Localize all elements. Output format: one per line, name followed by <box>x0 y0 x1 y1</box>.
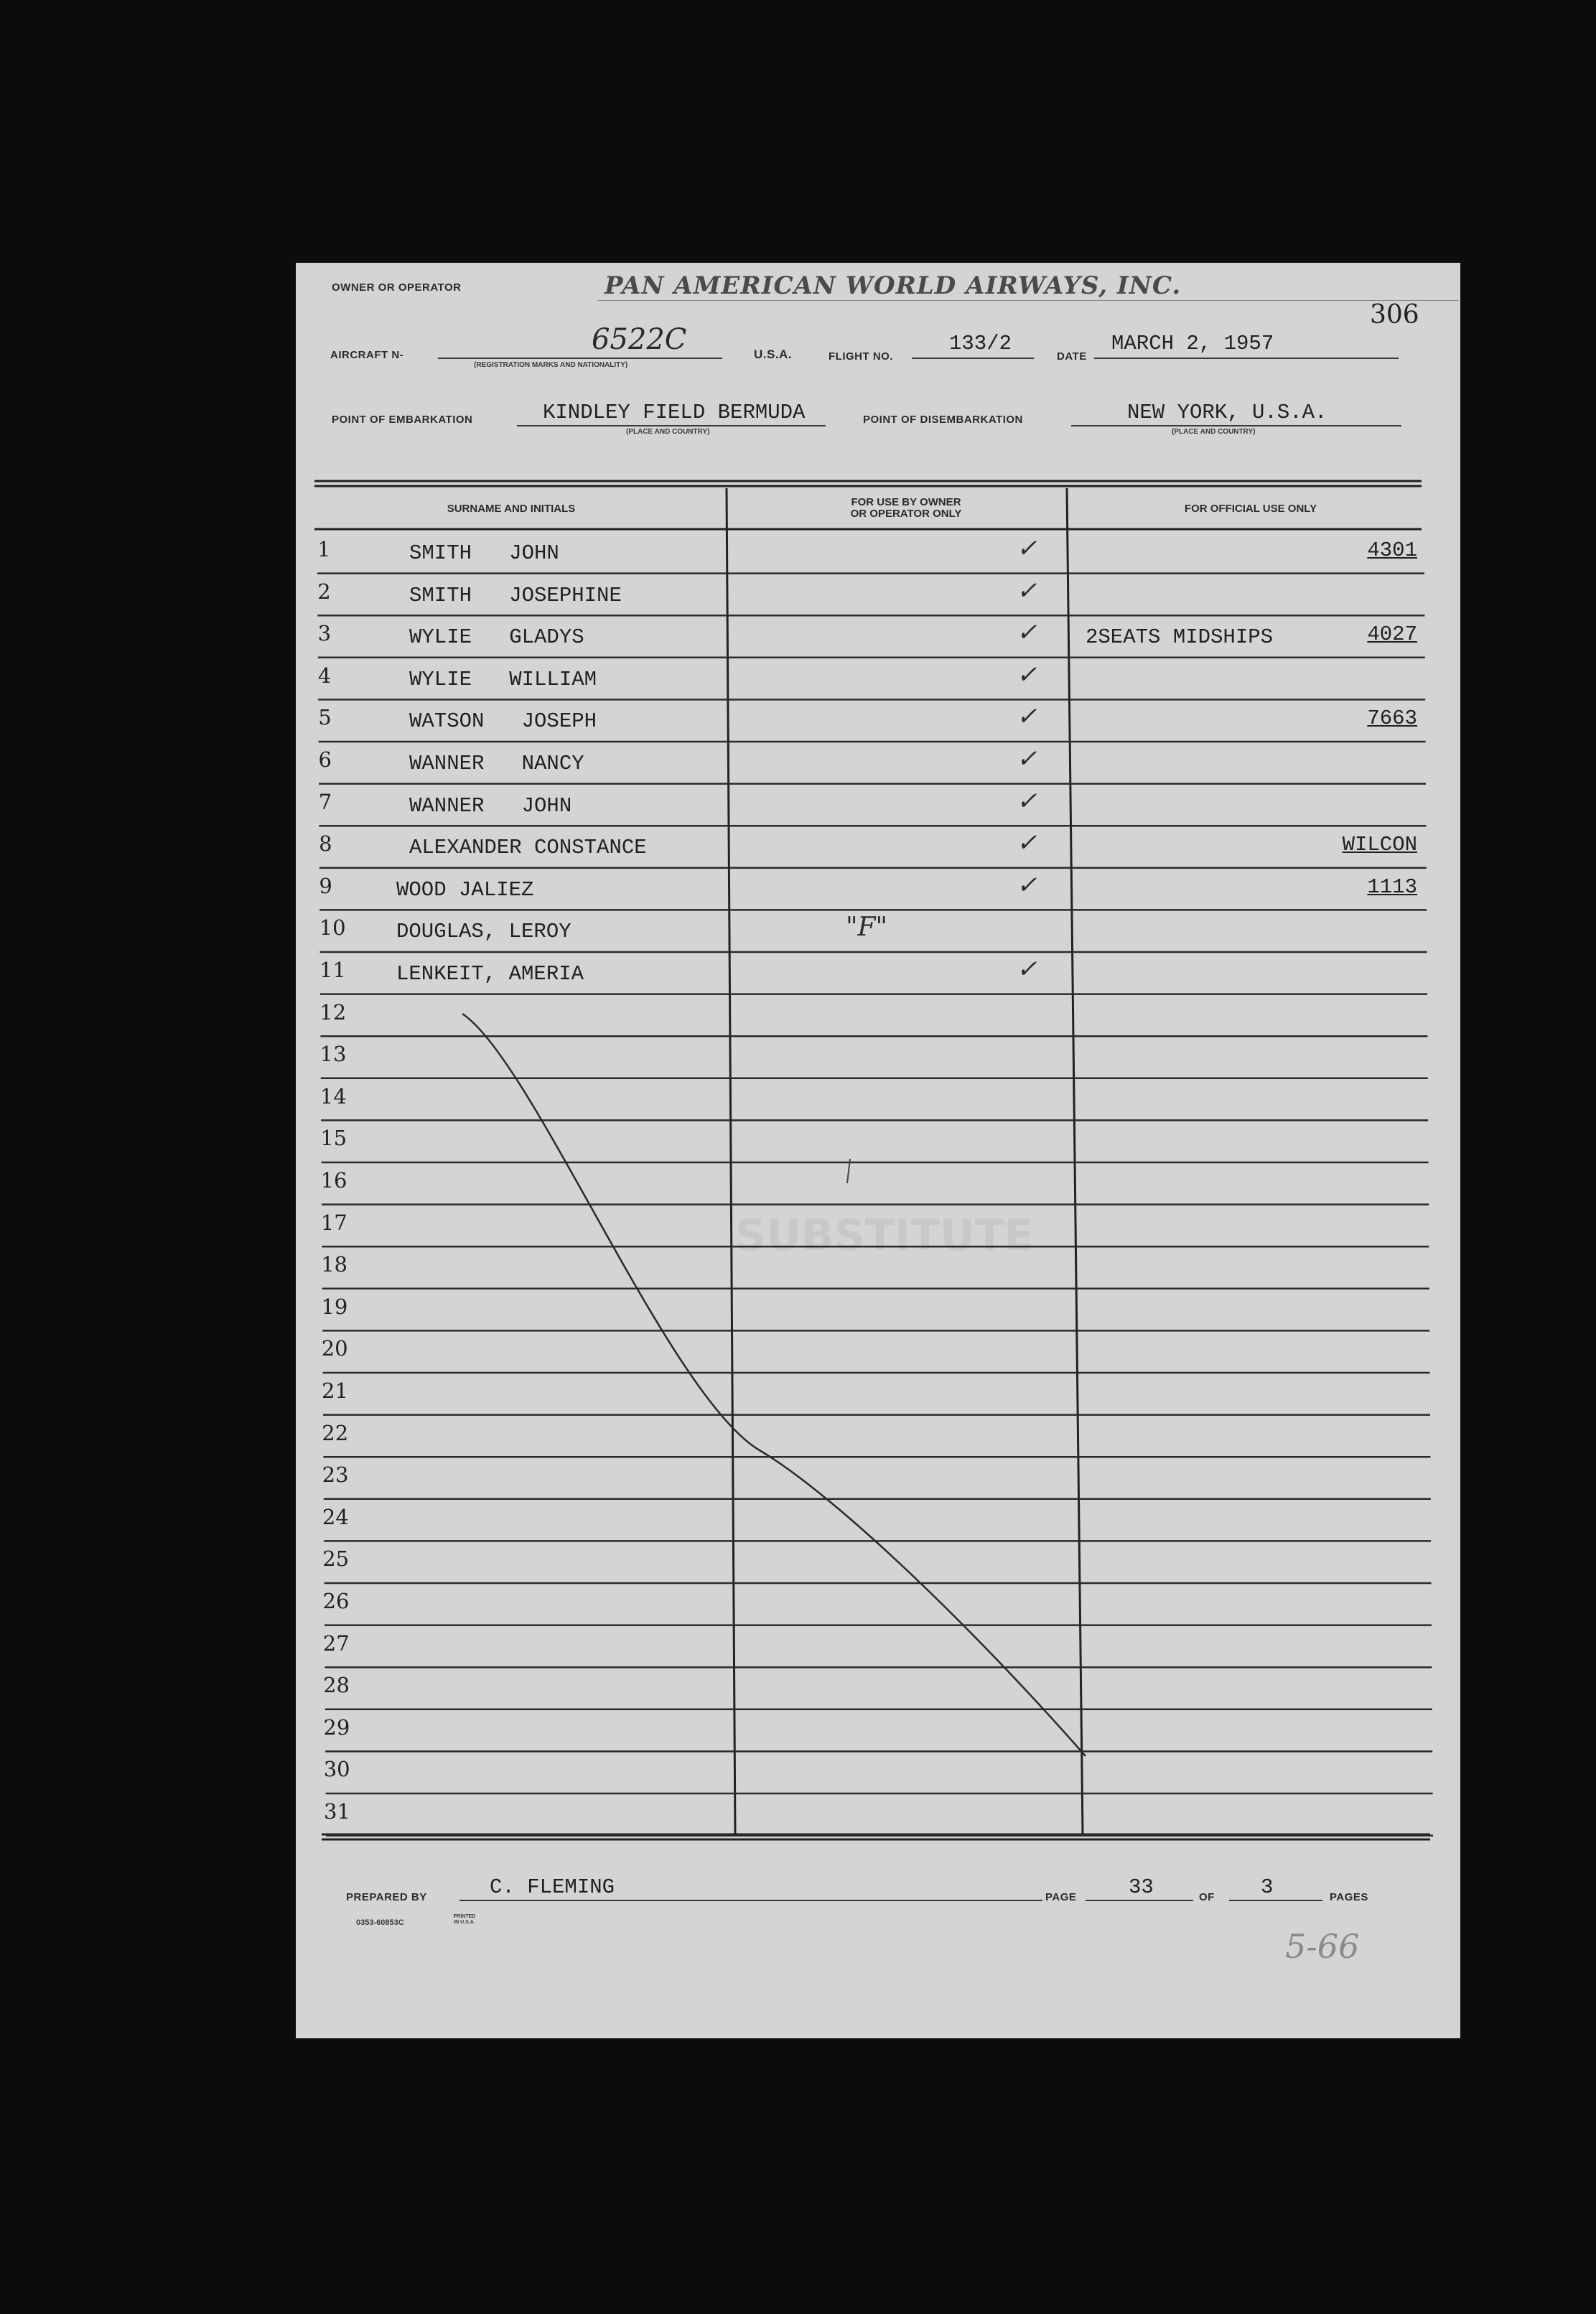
owner-label: OWNER OR OPERATOR <box>332 281 462 294</box>
form-code: 0353-60853C <box>356 1918 404 1927</box>
col-owner-header-line1: FOR USE BY OWNER <box>851 496 961 508</box>
column-divider-2 <box>1067 488 1083 1834</box>
embark-label: POINT OF EMBARKATION <box>332 414 473 426</box>
passenger-name: ALEXANDER CONSTANCE <box>409 836 647 860</box>
prepared-value: C. FLEMING <box>490 1875 615 1899</box>
flight-value: 133/2 <box>949 332 1012 355</box>
row-number: 21 <box>322 1378 348 1403</box>
row-number: 24 <box>322 1504 349 1529</box>
embark-value: KINDLEY FIELD BERMUDA <box>543 401 806 424</box>
row-number: 19 <box>321 1294 348 1319</box>
owner-check-mark: ✓ <box>1017 660 1037 689</box>
owner-check-mark: ✓ <box>1017 534 1037 563</box>
row-number: 23 <box>322 1462 349 1488</box>
passenger-name: WYLIE GLADYS <box>409 625 584 650</box>
page-label: PAGE <box>1045 1891 1077 1903</box>
official-code: 1113 <box>1367 874 1417 899</box>
date-label: DATE <box>1057 350 1087 363</box>
owner-check-mark: ✓ <box>1017 829 1037 858</box>
row-number: 1 <box>317 537 331 561</box>
col-official-header: FOR OFFICIAL USE ONLY <box>1184 503 1317 515</box>
row-number: 6 <box>318 747 332 772</box>
owner-f-mark: "F" <box>846 913 888 943</box>
passenger-name: DOUGLAS, LEROY <box>396 920 571 944</box>
hand-drawn-strike-line <box>462 1014 1086 1756</box>
row-number: 2 <box>317 579 331 604</box>
date-value: MARCH 2, 1957 <box>1111 332 1274 355</box>
disembark-label: POINT OF DISEMBARKATION <box>863 414 1023 426</box>
owner-check-mark: ✓ <box>1017 745 1037 773</box>
passenger-name: SMITH JOHN <box>409 541 559 565</box>
passenger-name: WOOD JALIEZ <box>396 877 534 902</box>
row-number: 4 <box>317 663 332 688</box>
col-owner-header-line2: OR OPERATOR ONLY <box>850 508 962 520</box>
embark-caption: (PLACE AND COUNTRY) <box>626 428 710 436</box>
row-number: 25 <box>322 1546 350 1572</box>
owner-check-mark: ✓ <box>1017 870 1037 900</box>
passenger-name: WANNER NANCY <box>409 752 584 775</box>
owner-check-mark: ✓ <box>1017 576 1037 605</box>
row-number: 12 <box>319 999 347 1025</box>
row-number: 18 <box>321 1252 347 1277</box>
row-number: 28 <box>323 1673 350 1698</box>
column-divider-1 <box>727 488 735 1834</box>
of-value: 3 <box>1261 1875 1274 1899</box>
flight-label: FLIGHT NO. <box>829 350 893 363</box>
official-code: WILCON <box>1342 833 1417 857</box>
row-number: 15 <box>320 1126 347 1151</box>
aircraft-label: AIRCRAFT N- <box>330 349 404 361</box>
official-code: 4027 <box>1367 622 1417 647</box>
official-code: 7663 <box>1367 706 1417 731</box>
passenger-name: WANNER JOHN <box>409 793 572 818</box>
row-number: 17 <box>320 1210 347 1235</box>
usa-label: U.S.A. <box>754 347 793 361</box>
row-number: 13 <box>319 1042 347 1067</box>
row-number: 22 <box>322 1420 349 1445</box>
passenger-name: WATSON JOSEPH <box>409 709 597 734</box>
pages-label: PAGES <box>1330 1891 1368 1903</box>
prepared-label: PREPARED BY <box>346 1891 427 1903</box>
prepared-underline <box>459 1900 1042 1901</box>
airline-name: PAN AMERICAN WORLD AIRWAYS, INC. <box>605 271 1182 300</box>
passenger-name: WYLIE WILLIAM <box>409 667 597 691</box>
pencil-note: 5-66 <box>1285 1927 1360 1966</box>
row-number: 27 <box>322 1630 350 1656</box>
row-number: 9 <box>319 873 332 898</box>
faint-stamp-text: SUBSTITUTE <box>735 1210 1034 1261</box>
page-underline <box>1086 1900 1193 1901</box>
col-surname-header: SURNAME AND INITIALS <box>447 503 576 515</box>
official-note: 2SEATS MIDSHIPS <box>1086 625 1274 650</box>
row-number: 8 <box>319 831 332 857</box>
row-number: 30 <box>323 1757 350 1782</box>
passenger-manifest-page <box>296 263 1460 2038</box>
owner-check-mark: ✓ <box>1017 955 1037 984</box>
page-value: 33 <box>1129 1875 1154 1899</box>
owner-check-mark: ✓ <box>1017 786 1037 816</box>
page-stamp: 306 <box>1370 300 1419 330</box>
manifest-table-grid <box>296 263 1460 2038</box>
disembark-caption: (PLACE AND COUNTRY) <box>1172 428 1256 436</box>
row-number: 11 <box>319 958 346 982</box>
official-code: 4301 <box>1367 538 1417 562</box>
row-number: 31 <box>324 1799 350 1824</box>
owner-check-mark: ✓ <box>1017 702 1037 732</box>
row-number: 14 <box>319 1083 347 1109</box>
of-underline <box>1229 1900 1322 1901</box>
row-number: 16 <box>320 1168 347 1193</box>
row-number: 5 <box>318 705 332 730</box>
passenger-name: LENKEIT, AMERIA <box>396 962 584 986</box>
aircraft-value: 6522C <box>592 323 687 356</box>
aircraft-caption: (REGISTRATION MARKS AND NATIONALITY) <box>474 361 628 369</box>
row-number: 3 <box>317 621 332 646</box>
row-number: 26 <box>322 1589 350 1613</box>
disembark-value: NEW YORK, U.S.A. <box>1127 401 1327 424</box>
of-label: OF <box>1199 1891 1215 1903</box>
row-number: 7 <box>318 789 332 814</box>
owner-check-mark: ✓ <box>1017 618 1037 648</box>
row-number: 20 <box>321 1336 348 1361</box>
printed-in-usa: PRINTED IN U.S.A. <box>453 1914 476 1925</box>
row-number: 29 <box>323 1714 350 1740</box>
row-number: 10 <box>319 915 346 941</box>
passenger-name: SMITH JOSEPHINE <box>409 583 622 607</box>
